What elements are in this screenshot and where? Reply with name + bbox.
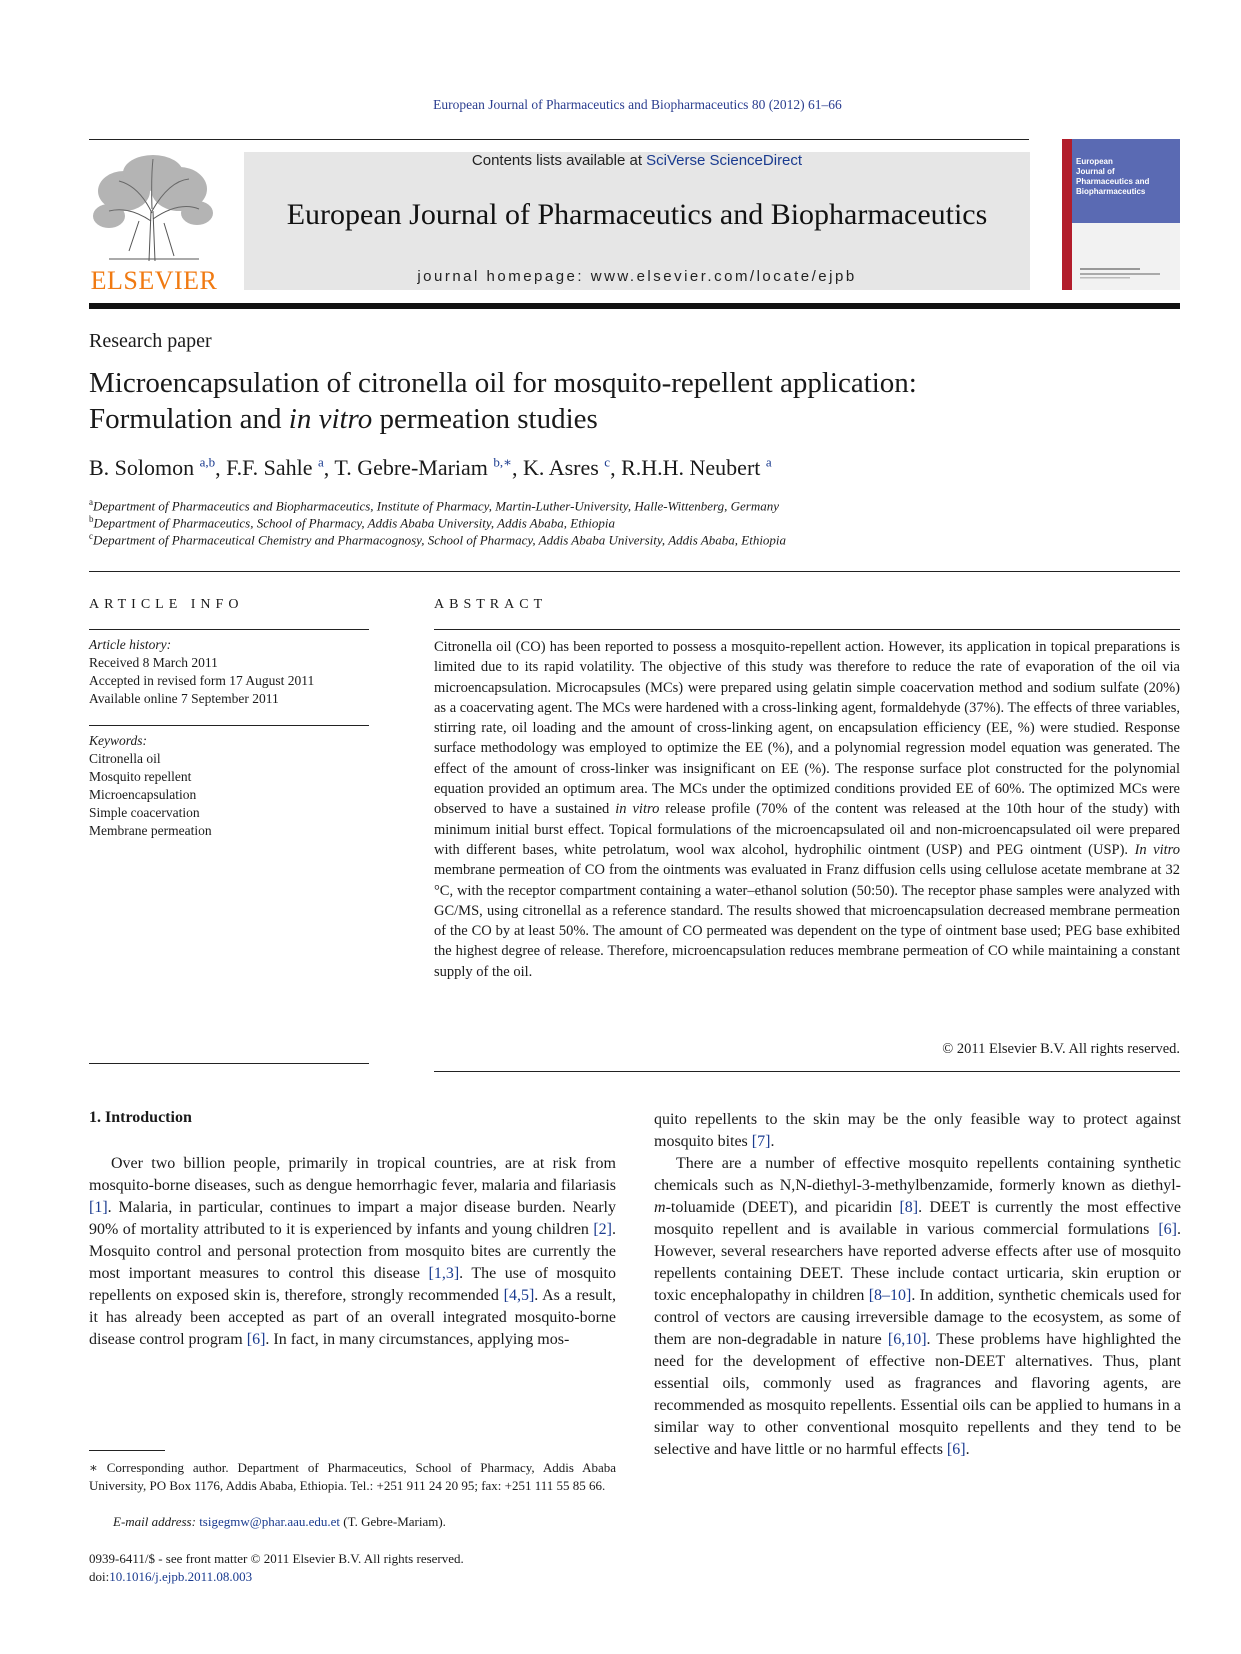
reference-link[interactable]: [6,10] xyxy=(887,1331,927,1348)
history-online: Available online 7 September 2011 xyxy=(89,691,279,706)
email-footnote xyxy=(113,1514,446,1530)
body-text: . xyxy=(965,1441,970,1458)
reference-link[interactable]: [6] xyxy=(1158,1221,1177,1238)
reference-link[interactable]: [6] xyxy=(946,1441,966,1458)
intro-paragraph-right xyxy=(654,1153,1181,1461)
affiliation xyxy=(89,514,615,531)
reference-link[interactable]: [4,5] xyxy=(503,1287,535,1304)
history-received: Received 8 March 2011 xyxy=(89,655,218,670)
author-name: B. Solomon xyxy=(89,455,195,481)
author-separator: , xyxy=(215,455,227,481)
reference-link[interactable]: [7] xyxy=(751,1133,771,1150)
author[interactable] xyxy=(334,455,512,480)
body-text: . xyxy=(770,1133,775,1150)
author-name: K. Asres xyxy=(523,455,599,481)
body-text: . Mosquito control and personal protection from mosquito bites are currently the most important measures to control this disease xyxy=(89,1221,616,1282)
body-text: . As a result, it has already been accepted as part of an overall integrated mosquito-borne disease control program xyxy=(89,1287,616,1348)
sciencedirect-link[interactable]: SciVerse ScienceDirect xyxy=(646,152,803,169)
journal-homepage[interactable]: journal homepage: www.elsevier.com/locate/ejpb xyxy=(417,268,857,285)
abstract-span: Citronella oil (CO) has been reported to possess a mosquito-repellent action. However, its application in topical preparations is limited due to its rapid volatility. The objective of this study was therefore to reduce the rate of evaporation of the oil via microencapsulation. Microcapsules (MCs) were prepared using gelatin simple coacervation method and sodium sulfate (20%) as a coacervating agent. The MCs were hardened with a cross-linking agent, formaldehyde (37%). The effects of three variables, stirring rate, oil loading and the amount of cross-linking agent, on encapsulation efficiency (EE, %) were studied. Response surface methodology was employed to optimize the EE (%), and a polynomial regression model equation was generated. The effect of the amount of cross-linker was insignificant on EE (%). The response surface plot constructed for the polynomial equation provided an optimum area. The MCs under the optimized conditions provided EE of 60%. The optimized MCs were observed to have a sustained xyxy=(434,639,1180,818)
affiliation-key: b xyxy=(89,514,94,524)
doi-link[interactable]: 10.1016/j.ejpb.2011.08.003 xyxy=(109,1569,253,1584)
header-thick-rule xyxy=(89,303,1180,309)
reference-link[interactable]: [8–10] xyxy=(868,1287,912,1304)
elsevier-wordmark: ELSEVIER xyxy=(90,266,218,295)
introduction-heading: 1. Introduction xyxy=(89,1109,192,1126)
title-italic: in vitro xyxy=(288,403,373,435)
history-label: Article history: xyxy=(89,637,172,652)
abstract-span: membrane permeation of CO from the ointments was evaluated in Franz diffusion cells using cellulose acetate membrane at 32 °C, with the receptor compartment containing a water–ethanol solution (50:50). The receptor phase samples were analyzed with GC/MS, using citronellal as a reference standard. The results showed that microencapsulation decreased membrane permeation of the CO by at least 50%. The amount of CO permeated was dependent on the type of ointment base used; PEG base exhibited the highest degree of release. Therefore, microencapsulation reduces membrane permeation of CO while maintaining a constant supply of the oil. xyxy=(434,862,1180,980)
email-suffix: (T. Gebre-Mariam). xyxy=(340,1514,446,1529)
intro-paragraph-right-continued xyxy=(654,1109,1181,1153)
italic-text: m xyxy=(654,1199,666,1216)
author-separator: , xyxy=(610,455,622,481)
article-info-heading: ARTICLE INFO xyxy=(89,597,244,612)
body-text: There are a number of effective mosquito repellents containing synthetic chemicals such as N,N-diethyl-3-methylbenzamide, formerly known as diethyl- xyxy=(654,1155,1181,1194)
author-list xyxy=(89,455,772,481)
cover-bottom-panel xyxy=(1072,223,1180,290)
reference-link[interactable]: [1,3] xyxy=(428,1265,460,1282)
author[interactable] xyxy=(226,455,324,480)
history-accepted: Accepted in revised form 17 August 2011 xyxy=(89,673,315,688)
body-text: . Malaria, in particular, continues to impart a major disease burden. Nearly 90% of mortality attributed to it is experienced by infants and young children xyxy=(89,1199,616,1238)
reference-link[interactable]: [8] xyxy=(899,1199,919,1216)
keywords-label: Keywords: xyxy=(89,733,147,748)
reference-link[interactable]: [1] xyxy=(89,1199,108,1216)
author[interactable] xyxy=(89,455,215,480)
abstract-heading: ABSTRACT xyxy=(434,597,548,612)
title-text: Formulation and xyxy=(89,403,289,435)
author-affil-link[interactable]: b,∗ xyxy=(493,455,513,470)
keyword: Membrane permeation xyxy=(89,823,212,838)
footnote-text: ∗ Corresponding author. Department of Pharmaceutics, School of Pharmacy, Addis Ababa University, PO Box 1176, Addis Ababa, Ethiopia. Tel.: +251 911 24 20 95; fax: +251 111 55 85 66. xyxy=(89,1460,616,1493)
abstract-text xyxy=(434,637,1180,982)
doi-line xyxy=(89,1569,252,1585)
footnote-rule xyxy=(89,1450,165,1451)
email-label: E-mail address: xyxy=(113,1514,196,1529)
author-affil-link[interactable]: a xyxy=(318,455,324,470)
elsevier-tree-icon xyxy=(89,151,217,263)
reference-link[interactable]: [6] xyxy=(246,1331,266,1348)
article-info-rule xyxy=(89,629,369,630)
article-info-bottom-rule xyxy=(89,1063,369,1064)
keyword: Microencapsulation xyxy=(89,787,197,802)
author-separator: , xyxy=(323,455,335,481)
keyword: Simple coacervation xyxy=(89,805,200,820)
cover-strip xyxy=(1062,139,1072,290)
header-rule xyxy=(89,139,1029,140)
cover-title xyxy=(1076,157,1176,197)
abstract-rule xyxy=(434,629,1180,630)
contents-line xyxy=(244,152,1030,169)
body-text: Over two billion people, primarily in tropical countries, are at risk from mosquito-borne diseases, such as dengue hemorrhagic fever, malaria and filariasis xyxy=(89,1155,616,1194)
keyword: Citronella oil xyxy=(89,751,161,766)
affiliation xyxy=(89,531,786,548)
cover-title-line: European xyxy=(1076,157,1113,166)
abstract-bottom-rule xyxy=(434,1071,1180,1072)
cover-title-line: Journal of xyxy=(1076,167,1115,176)
intro-paragraph-left xyxy=(89,1153,616,1351)
author-name: R.H.H. Neubert xyxy=(621,455,761,481)
body-text: quito repellents to the skin may be the only feasible way to protect against mosquito bites xyxy=(654,1111,1181,1150)
body-text: . In fact, in many circumstances, applying mos- xyxy=(265,1331,570,1348)
issn-line: 0939-6411/$ - see front matter © 2011 Elsevier B.V. All rights reserved. xyxy=(89,1551,464,1566)
doi-prefix: doi: xyxy=(89,1569,110,1584)
author-affil-link[interactable]: c xyxy=(604,455,611,470)
author-affil-link[interactable]: a xyxy=(765,455,772,470)
body-text: . In addition, synthetic chemicals used for control of vectors are causing irreversible damage to the ecosystem, as some of them are non-degradable in nature xyxy=(654,1287,1181,1348)
author[interactable] xyxy=(621,455,772,480)
body-text: -toluamide (DEET), and picaridin xyxy=(665,1199,900,1216)
title-line-2 xyxy=(89,401,1089,437)
body-text: . DEET is currently the most effective mosquito repellent and is available in various commercial formulations xyxy=(654,1199,1182,1238)
affiliation-text: Department of Pharmaceutics and Biopharmaceutics, Institute of Pharmacy, Martin-Luther-University, Halle-Wittenberg, Germany xyxy=(93,498,779,514)
elsevier-logo xyxy=(89,151,219,295)
affiliation-text: Department of Pharmaceutics, School of Pharmacy, Addis Ababa University, Addis Ababa, Ethiopia xyxy=(93,515,616,531)
abstract-span: release profile (70% of the content was released at the 10th hour of the study) with minimum initial burst effect. Topical formulations of the microencapsulated oil and non-microencapsulated oil were prepared with different bases, white petrolatum, wool wax alcohol, hydrophilic ointment (USP) and PEG ointment (USP). xyxy=(434,801,1180,858)
title-text: permeation studies xyxy=(372,403,598,435)
body-text: . These problems have highlighted the need for the development of effective non-DEET alternatives. Thus, plant essential oils, commonly used as fragrances and flavoring agents, are recommended as mosquito repellents. Essential oils can be applied to humans in a similar way to other conventional mosquito repellents and they tend to be selective and have little or no harmful effects xyxy=(654,1331,1182,1458)
keywords-rule xyxy=(89,725,369,726)
affiliation-key: a xyxy=(89,497,93,507)
author-name: T. Gebre-Mariam xyxy=(334,455,488,481)
author-name: F.F. Sahle xyxy=(226,455,313,481)
abstract-copyright: © 2011 Elsevier B.V. All rights reserved. xyxy=(942,1041,1180,1057)
author-affil-link[interactable]: a,b xyxy=(199,455,216,470)
keyword: Mosquito repellent xyxy=(89,769,192,784)
article-type: Research paper xyxy=(89,330,212,352)
abstract-italic: in vitro xyxy=(615,801,660,818)
author[interactable] xyxy=(523,455,610,480)
article-history xyxy=(89,636,314,708)
corresponding-author-footnote xyxy=(89,1459,616,1495)
email-link[interactable]: tsigegmw@phar.aau.edu.et xyxy=(199,1514,341,1529)
contents-prefix: Contents lists available at xyxy=(471,152,642,169)
journal-title: European Journal of Pharmaceutics and Biopharmaceutics xyxy=(286,198,988,231)
body-text: . However, several researchers have reported adverse effects after use of mosquito repellents containing DEET. These include contact urticaria, skin eruption or toxic encephalopathy in children xyxy=(654,1221,1181,1304)
journal-citation[interactable]: European Journal of Pharmaceutics and Biopharmaceutics 80 (2012) 61–66 xyxy=(433,97,842,112)
keywords xyxy=(89,732,212,840)
cover-title-line: Pharmaceutics and xyxy=(1076,177,1150,186)
reference-link[interactable]: [2] xyxy=(593,1221,612,1238)
title-line-1: Microencapsulation of citronella oil for mosquito-repellent application: xyxy=(89,367,917,399)
cover-title-line: Biopharmaceutics xyxy=(1076,187,1146,196)
affiliation xyxy=(89,497,779,514)
affiliation-key: c xyxy=(89,531,93,541)
title-block-rule xyxy=(89,571,1180,572)
journal-cover-thumbnail xyxy=(1062,139,1180,290)
author-separator: , xyxy=(512,455,524,481)
abstract-italic: In vitro xyxy=(1134,841,1180,858)
body-text: . The use of mosquito repellents on exposed skin is, therefore, strongly recommended xyxy=(89,1265,616,1304)
affiliation-text: Department of Pharmaceutical Chemistry and Pharmacognosy, School of Pharmacy, Addis Ababa University, Addis Ababa, Ethiopia xyxy=(93,532,787,548)
cover-text-lines-icon xyxy=(1080,267,1170,279)
article-title xyxy=(89,365,1089,437)
